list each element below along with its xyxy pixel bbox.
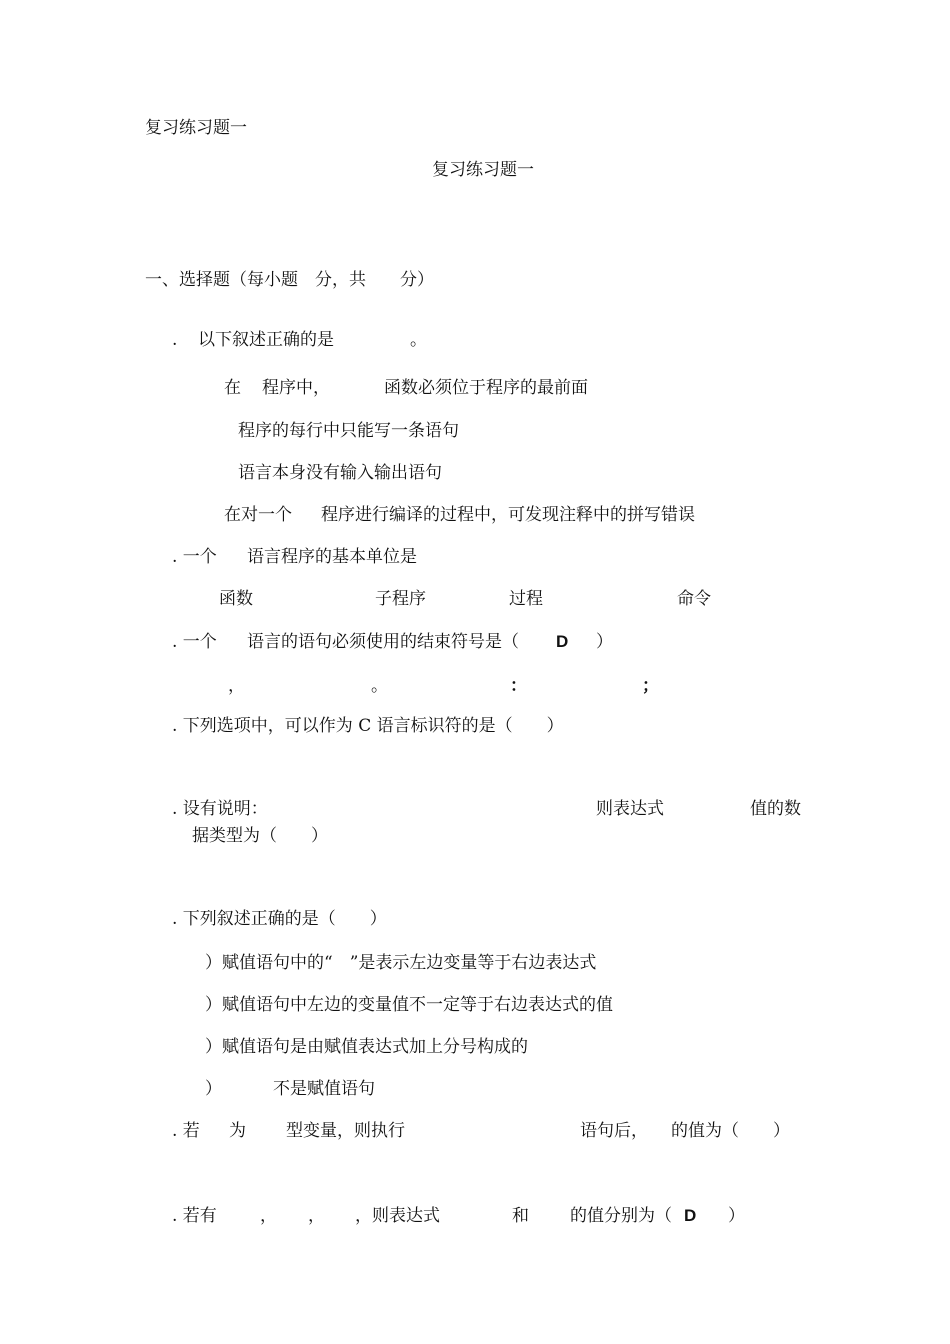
question-stem-continued: 据类型为（ ） — [192, 826, 328, 846]
option-a: ， — [228, 676, 245, 696]
option-d: ； — [642, 676, 659, 695]
question-number: . 一个 — [172, 632, 217, 652]
question-stem-end: ） — [596, 632, 613, 652]
question-stem: 语言程序的基本单位是 — [247, 547, 417, 567]
document-title: 复习练习题一 — [432, 160, 534, 180]
question-stem-c: 和 — [512, 1206, 529, 1226]
option-b: 程序的每行中只能写一条语句 — [238, 421, 459, 441]
question-number: . — [172, 330, 178, 350]
question-stem-e: 的值为（ ） — [671, 1121, 790, 1141]
question-stem: . 下列叙述正确的是（ ） — [172, 909, 387, 929]
question-number: . 一个 — [172, 547, 217, 567]
option-c: ： — [510, 676, 527, 695]
question-stem-end: 。 — [410, 330, 427, 350]
comma-1: ， — [260, 1206, 277, 1226]
running-header: 复习练习题一 — [145, 118, 247, 138]
option-c: 语言本身没有输入输出语句 — [238, 463, 442, 483]
answer-mark: D — [684, 1206, 697, 1225]
question-stem: 语言的语句必须使用的结束符号是（ — [247, 632, 519, 652]
comma-2: ， — [308, 1206, 325, 1226]
question-stem-mid: 则表达式 — [596, 799, 664, 819]
option-a-part3: 函数必须位于程序的最前面 — [384, 378, 588, 398]
option-a-part2: 程序中， — [262, 378, 330, 398]
question-4: . 下列选项中，可以作为 C 语言标识符的是（ ） — [172, 716, 564, 736]
section-heading: 一、选择题（每小题 分，共 分） — [145, 270, 434, 290]
option-a: ）赋值语句中的“ ”是表示左边变量等于右边表达式 — [205, 953, 597, 973]
option-a: 函数 — [219, 589, 253, 609]
question-stem: . 设有说明： — [172, 799, 268, 819]
option-b: 。 — [371, 676, 388, 696]
option-d-part1: ） — [205, 1079, 222, 1099]
option-d-part2: 程序进行编译的过程中，可发现注释中的拼写错误 — [321, 505, 695, 525]
answer-mark: D — [556, 632, 569, 651]
question-stem-a: . 若有 — [172, 1206, 217, 1226]
question-stem-d: 的值分别为（ — [570, 1206, 672, 1226]
option-d-part1: 在对一个 — [224, 505, 292, 525]
question-stem-a: . 若 — [172, 1121, 200, 1141]
option-b: 子程序 — [375, 589, 426, 609]
option-d-part2: 不是赋值语句 — [273, 1079, 375, 1099]
question-stem-end: 值的数 — [750, 799, 801, 819]
question-stem-b: ，则表达式 — [355, 1206, 440, 1226]
question-stem-end: ） — [728, 1206, 745, 1226]
option-d: 命令 — [677, 589, 711, 609]
question-stem: 以下叙述正确的是 — [198, 330, 334, 350]
question-stem-d: 语句后， — [580, 1121, 648, 1141]
option-a-part1: 在 — [224, 378, 241, 398]
option-c: 过程 — [509, 589, 543, 609]
option-c: ）赋值语句是由赋值表达式加上分号构成的 — [205, 1037, 528, 1057]
question-stem-c: 型变量，则执行 — [286, 1121, 405, 1141]
question-stem-b: 为 — [229, 1121, 246, 1141]
option-b: ）赋值语句中左边的变量值不一定等于右边表达式的值 — [205, 995, 613, 1015]
